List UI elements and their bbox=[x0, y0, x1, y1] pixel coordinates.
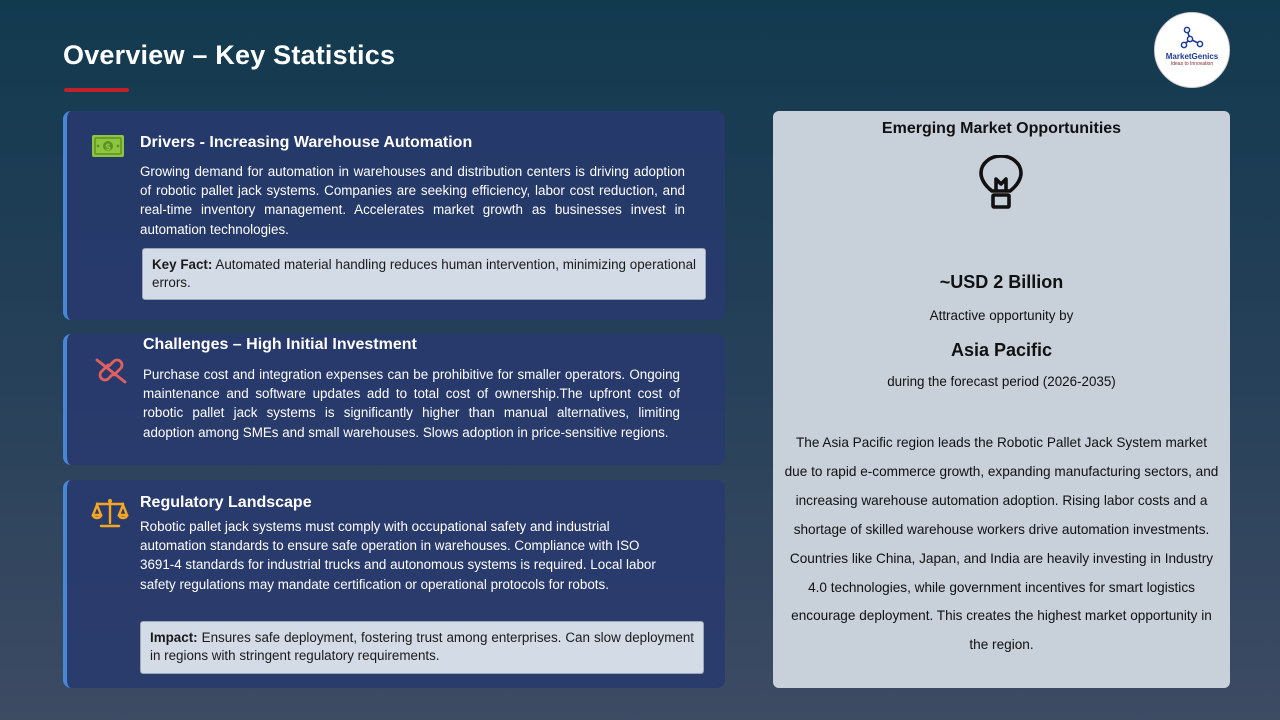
key-fact-text: Automated material handling reduces human intervention, minimizing operational errors. bbox=[152, 257, 697, 290]
impact-text: Ensures safe deployment, fostering trust among enterprises. Can slow deployment in regions with stringent regulatory requirements. bbox=[150, 630, 694, 663]
scales-icon bbox=[91, 497, 129, 534]
title-underline bbox=[64, 88, 129, 92]
challenges-card bbox=[63, 334, 725, 465]
page-title: Overview – Key Statistics bbox=[63, 40, 396, 70]
svg-text:$: $ bbox=[104, 143, 112, 153]
drivers-title: Drivers - Increasing Warehouse Automation bbox=[140, 134, 473, 151]
market-value: ~USD 2 Billion bbox=[939, 272, 1064, 292]
logo-name: MarketGenics bbox=[1165, 52, 1219, 61]
forecast-period: during the forecast period (2026-2035) bbox=[887, 374, 1116, 389]
impact-box bbox=[140, 621, 704, 674]
money-icon bbox=[91, 133, 125, 164]
challenges-title: Challenges – High Initial Investment bbox=[143, 336, 417, 353]
lightbulb-icon bbox=[978, 155, 1024, 216]
challenges-body: Purchase cost and integration expenses can be prohibitive for smaller operators. Ongoing maintenance and software updates add to total cost of ownership.The upfront cost of robotic pallet jack systems is significantly higher than manual alternatives, limiting adoption among SMEs and small warehouses. Slows adoption in price-sensitive regions. bbox=[143, 367, 680, 440]
broken-link-icon bbox=[91, 354, 131, 391]
panel-title: Emerging Market Opportunities bbox=[881, 120, 1122, 137]
network-icon bbox=[1179, 25, 1205, 51]
opportunities-panel bbox=[773, 111, 1230, 688]
regulatory-card bbox=[63, 480, 725, 688]
impact-label: Impact: bbox=[150, 630, 198, 645]
key-fact-label: Key Fact: bbox=[152, 257, 213, 272]
drivers-card bbox=[63, 111, 725, 320]
regulatory-title: Regulatory Landscape bbox=[140, 494, 312, 511]
logo-tagline: Ideas to Innovation bbox=[1170, 61, 1214, 67]
key-fact-box bbox=[142, 248, 706, 300]
panel-description: The Asia Pacific region leads the Robotic Pallet Jack System market due to rapid e-commerce growth, expanding manufacturing sectors, and increasing warehouse automation adoption. Rising labor costs and a shortage of skilled warehouse workers drive automation investments. Countries like China, Japan, and India are heavily investing in Industry 4.0 technologies, while government incentives for smart logistics encourage deployment. This creates the highest market opportunity in the region. bbox=[784, 435, 1219, 653]
drivers-body: Growing demand for automation in warehouses and distribution centers is driving adoption of robotic pallet jack systems. Companies are seeking efficiency, labor cost reduction, and real-time inventory management. Accelerates market growth as businesses invest in automation technologies. bbox=[140, 164, 685, 237]
opportunity-line: Attractive opportunity by bbox=[929, 308, 1074, 323]
regulatory-body: Robotic pallet jack systems must comply with occupational safety and industrial automation standards to ensure safe operation in warehouses. Compliance with ISO 3691-4 standards for industrial trucks and autonomous systems is required. Local labor safety regulations may mandate certification or operational protocols for robots. bbox=[140, 519, 656, 592]
region-name: Asia Pacific bbox=[950, 340, 1053, 360]
company-logo bbox=[1154, 12, 1230, 88]
